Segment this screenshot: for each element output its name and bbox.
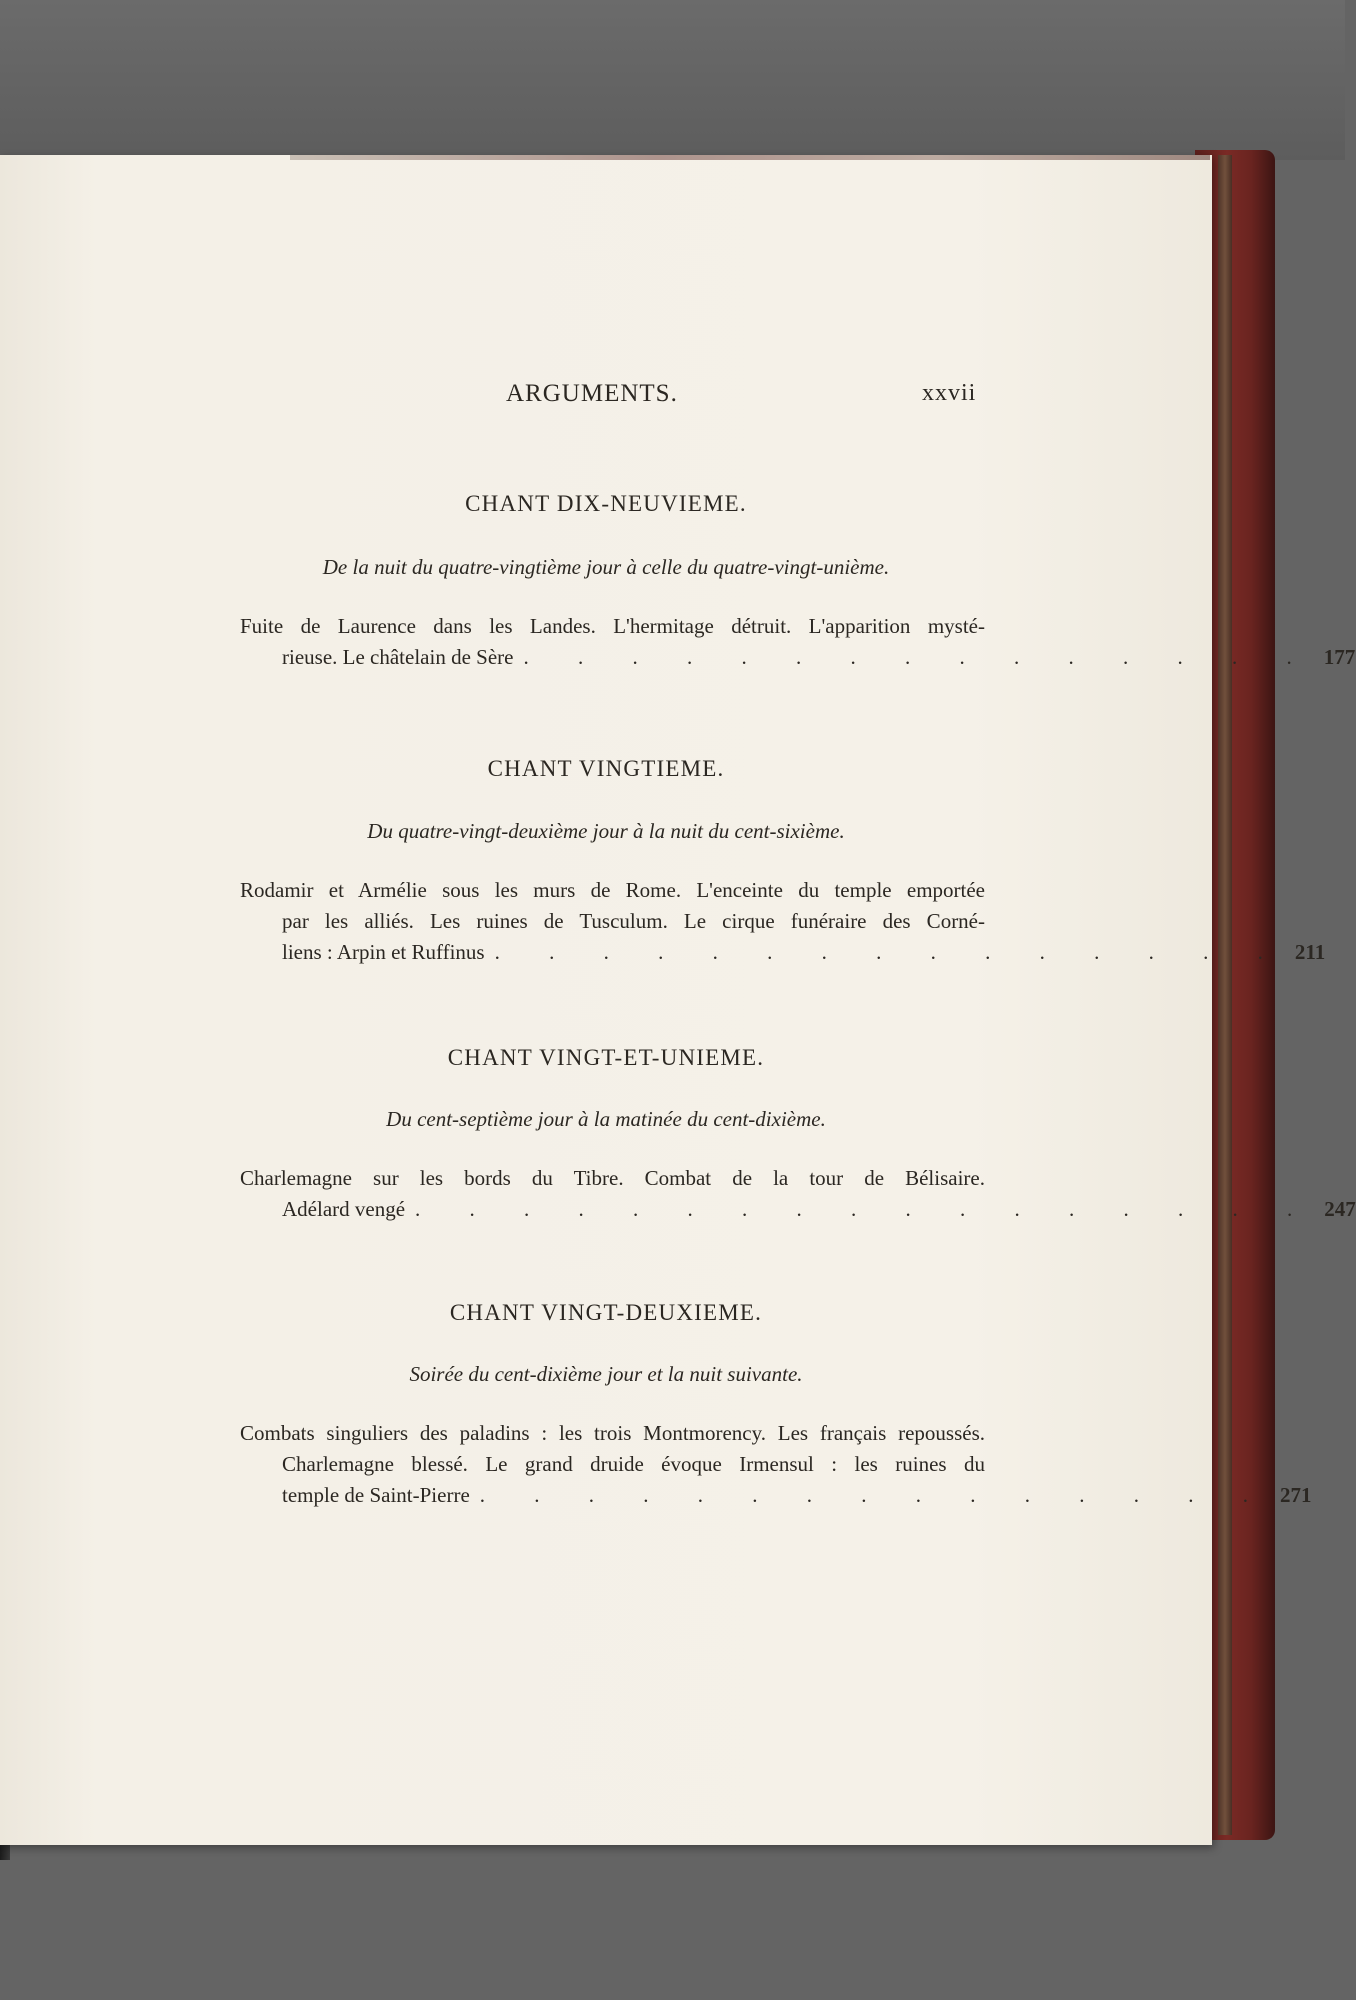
leader-dots: . . . . . . . . . . . . . . .: [479, 1483, 1271, 1507]
argument-line: par les alliés. Les ruines de Tusculum. Le cirque funéraire des Corné-: [282, 909, 985, 933]
argument-page-number: 271: [1280, 1483, 1312, 1507]
chant-subtitle: Du cent-septième jour à la matinée du cent-dixième.: [386, 1107, 826, 1131]
book-page: [0, 155, 1356, 1845]
argument-page-number: 177: [1323, 645, 1356, 669]
argument-last-line: [240, 642, 1356, 673]
argument-line-end: temple de Saint-Pierre: [282, 1483, 470, 1507]
book-cover-edge: [1218, 155, 1232, 1835]
argument-line: Charlemagne blessé. Le grand druide évoque Irmensul : les ruines du: [282, 1452, 985, 1476]
argument-line-end: liens : Arpin et Ruffinus: [282, 940, 485, 964]
background-table: [0, 0, 1345, 160]
chant-title: CHANT VINGT-DEUXIEME.: [449, 1300, 763, 1325]
leader-dots: . . . . . . . . . . . . . . .: [523, 645, 1314, 669]
chant-title: CHANT DIX-NEUVIEME.: [465, 491, 747, 516]
argument-page-number: 211: [1294, 940, 1326, 964]
running-title: ARGUMENTS.: [506, 380, 678, 407]
argument-line-end: Adélard vengé: [282, 1197, 406, 1221]
argument-last-line: [240, 1480, 1312, 1511]
chant-title: CHANT VINGT-ET-UNIEME.: [447, 1045, 765, 1070]
argument-line: Fuite de Laurence dans les Landes. L'hermitage détruit. L'apparition mysté-: [240, 614, 985, 638]
chant-argument: [240, 611, 1356, 673]
chant-argument: [240, 1418, 1312, 1511]
argument-line-end: rieuse. Le châtelain de Sère: [282, 645, 514, 669]
argument-line: Rodamir et Armélie sous les murs de Rome. L'enceinte du temple emportée: [240, 878, 985, 902]
argument-page-number: 247: [1324, 1197, 1356, 1221]
chant-subtitle: Soirée du cent-dixième jour et la nuit suivante.: [409, 1362, 803, 1386]
leader-dots: . . . . . . . . . . . . . . . . .: [415, 1197, 1315, 1221]
page-top-edge: [290, 155, 1210, 160]
chant-argument: [240, 875, 1326, 968]
argument-line: Charlemagne sur les bords du Tibre. Combat de la tour de Bélisaire.: [240, 1166, 985, 1190]
leader-dots: . . . . . . . . . . . . . . .: [494, 940, 1285, 964]
argument-last-line: [240, 1194, 1356, 1225]
chant-argument: [240, 1163, 1356, 1225]
chant-subtitle: Du quatre-vingt-deuxième jour à la nuit du cent-sixième.: [367, 819, 845, 843]
chant-title: CHANT VINGTIEME.: [487, 756, 725, 781]
argument-last-line: [240, 937, 1326, 968]
chant-subtitle: De la nuit du quatre-vingtième jour à celle du quatre-vingt-unième.: [322, 555, 890, 579]
page-number: xxvii: [922, 380, 977, 406]
argument-line: Combats singuliers des paladins : les trois Montmorency. Les français repoussés.: [240, 1421, 985, 1445]
